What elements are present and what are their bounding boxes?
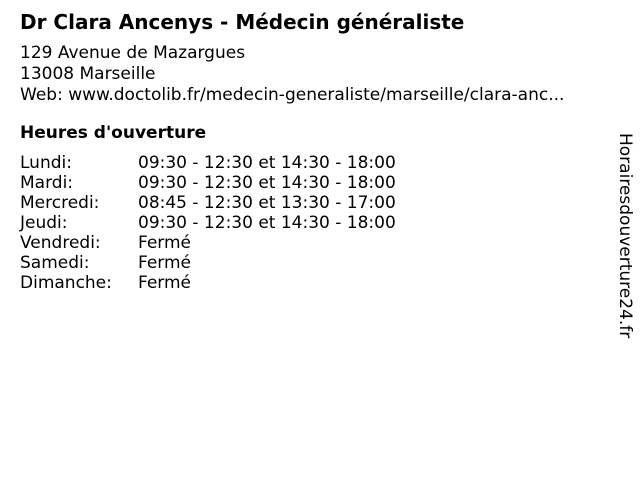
side-brand-text: Horairesdouverture24.fr	[615, 133, 635, 339]
street-address: 129 Avenue de Mazargues	[20, 43, 246, 63]
day-label: Vendredi:	[20, 233, 101, 253]
day-label: Mardi:	[20, 173, 74, 193]
website-line: Web: www.doctolib.fr/medecin-generaliste/marseille/clara-anc...	[20, 85, 565, 105]
day-hours: Fermé	[138, 233, 192, 253]
day-hours: 09:30 - 12:30 et 14:30 - 18:00	[138, 173, 396, 193]
day-label: Mercredi:	[20, 193, 100, 213]
page-title: Dr Clara Ancenys - Médecin généraliste	[20, 10, 465, 34]
hours-heading: Heures d'ouverture	[20, 123, 207, 143]
day-label: Samedi:	[20, 253, 90, 273]
day-hours: 08:45 - 12:30 et 13:30 - 17:00	[138, 193, 396, 213]
side-brand-watermark	[612, 133, 638, 373]
day-hours: Fermé	[138, 253, 192, 273]
day-hours: 09:30 - 12:30 et 14:30 - 18:00	[138, 213, 396, 233]
day-label: Jeudi:	[20, 213, 68, 233]
day-label: Lundi:	[20, 153, 72, 173]
day-hours: Fermé	[138, 273, 192, 293]
day-hours: 09:30 - 12:30 et 14:30 - 18:00	[138, 153, 396, 173]
day-label: Dimanche:	[20, 273, 112, 293]
address-block	[20, 43, 564, 106]
city-address: 13008 Marseille	[20, 64, 156, 84]
